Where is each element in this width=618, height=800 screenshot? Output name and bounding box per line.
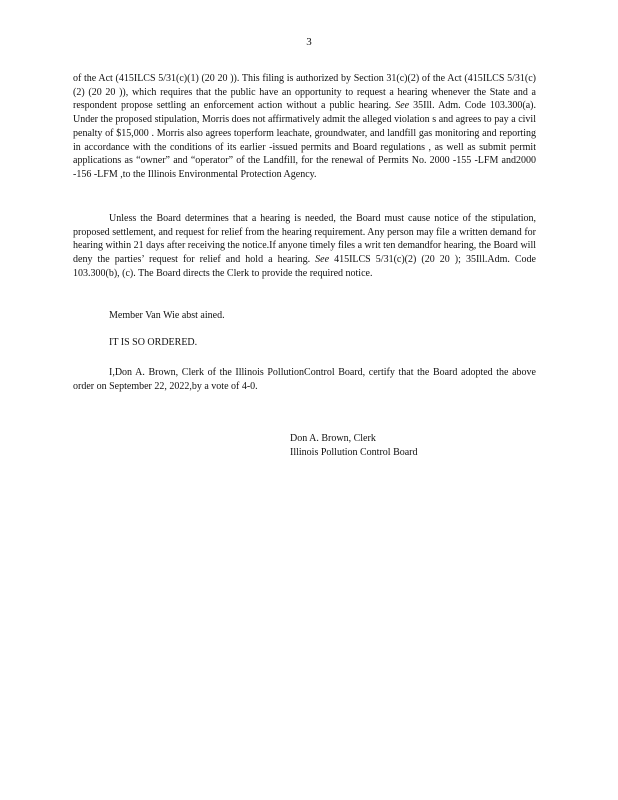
certification-text: I,Don A. Brown, Clerk of the Illinois PollutionControl Board, certify that the Board adopted the above order on September 22, 2022,by a vote of 4-0.	[73, 367, 536, 392]
filing-text-2: 35Ill. Adm. Code 103.300(a). Under the proposed stipulation, Morris does not affirmatively admit the alleged violation s and agrees to pay a civil penalty of $15,000 . Morris also agrees toperform leachate, groundwater, and landfill gas monitoring and reporting in accordance with the conditions of its earlier -issued permits and Board regulations , as well as submit permit applications as “owner” and “operator” of the Landfill, for the renewal of Permits No. 2000 -155 -LFM and2000 -156 -LFM ,to the Illinois Environmental Protection Agency.	[73, 100, 536, 180]
hearing-text-1: Unless the Board determines that a hearing is needed, the Board must cause notice of the stipulation, proposed settlement, and request for relief from the hearing requirement. Any person may file a written demand for hearing within 21 days after receiving the notice.If anyone timely files a writ ten demandfor hearing, the Board will deny the parties’ request for relief and hold a hearing.	[73, 213, 536, 266]
hearing-paragraph	[73, 212, 536, 281]
signature-block	[290, 432, 418, 460]
certification-paragraph	[73, 366, 536, 393]
filing-paragraph	[73, 72, 536, 182]
filing-see-citation: See	[395, 100, 410, 112]
hearing-see-citation: See	[315, 254, 330, 266]
abstention-paragraph	[73, 309, 536, 323]
signature-title: Illinois Pollution Control Board	[290, 447, 418, 458]
order-text: IT IS SO ORDERED.	[109, 337, 198, 348]
page-number: 3	[306, 36, 312, 48]
filing-text-1: of the Act (415ILCS 5/31(c)(1) (20 20 )). This filing is authorized by Section 31(c)(2) of the Act (415ILCS 5/31(c)(2) (20 20 )), which requires that the public have an opportunity to request a hearing whenever the State and a respondent propose settling an enforcement action without a public hearing.	[73, 73, 536, 112]
order-paragraph	[73, 336, 536, 350]
signature-name: Don A. Brown, Clerk	[290, 433, 376, 444]
abstention-text: Member Van Wie abst ained.	[109, 310, 225, 321]
hearing-text-2: 415ILCS 5/31(c)(2) (20 20 ); 35Ill.Adm. Code 103.300(b), (c). The Board directs the Clerk to provide the required notice.	[73, 254, 536, 279]
